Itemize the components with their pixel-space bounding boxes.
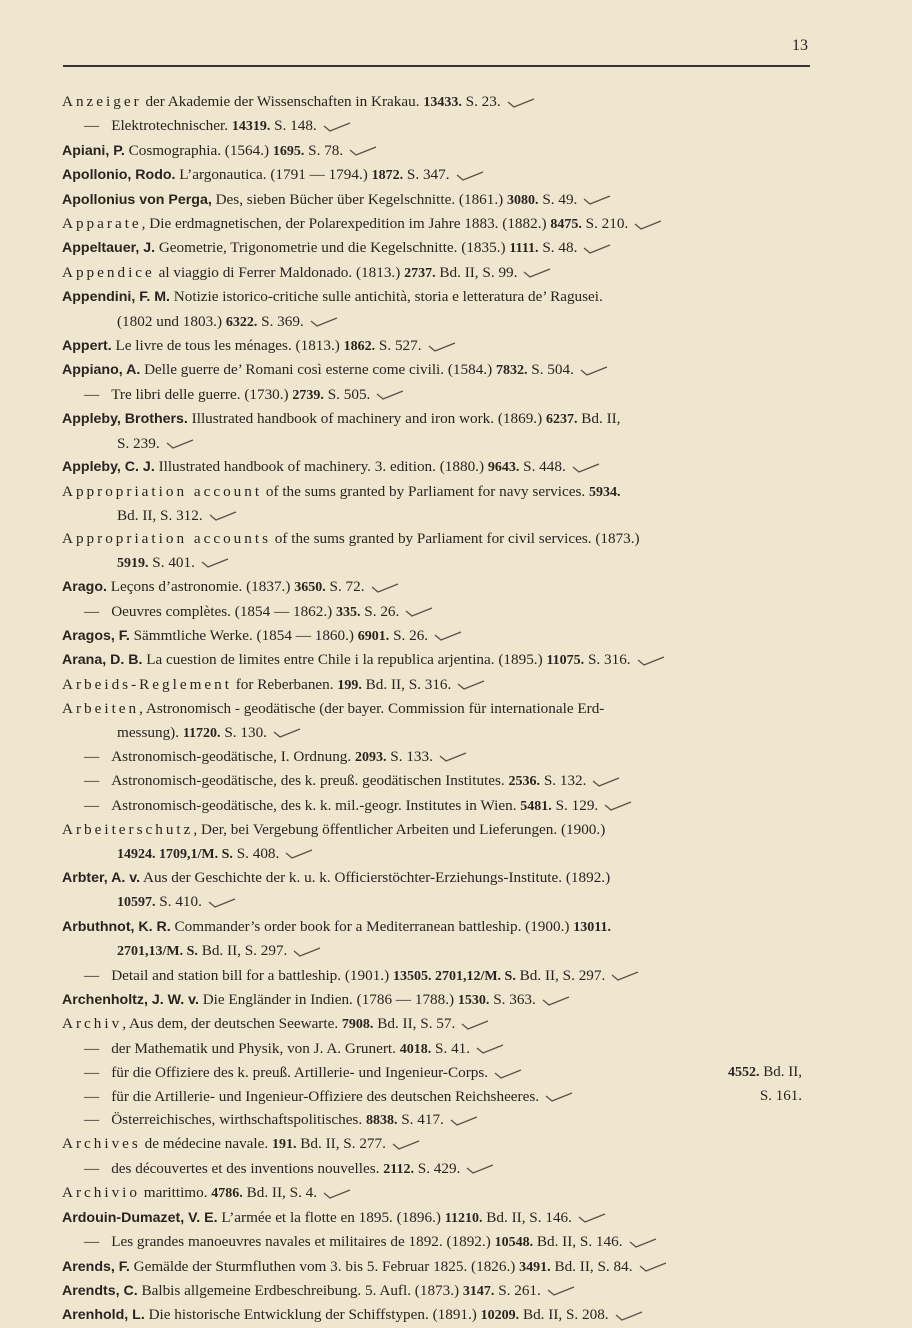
check-mark-icon [450,1116,478,1126]
entry-number: 8475. [550,217,582,233]
entry-reference: S. 26. [389,626,429,644]
entry-number: 13433. [423,95,462,110]
entry-text: Astronomisch-geodätische, I. Ordnung. [111,747,355,765]
entry-number: 199. [337,677,362,693]
entry-heading: Arana, D. B. [62,652,143,669]
entry-number: 11075. [546,653,585,669]
entry-heading: Appleby, C. J. [62,459,155,476]
entry-text: La cuestion de limites entre Chile i la republica arjentina. (1895.) [142,651,547,669]
entry-continuation [62,551,822,575]
entry-reference: S. 130. [220,723,267,741]
index-entry [62,1303,822,1327]
entry-number: 1872. [371,168,404,184]
check-mark-icon [583,195,611,205]
entry-reference: S. 129. [551,796,599,814]
entry-heading: Ardouin-Dumazet, V. E. [62,1209,218,1226]
check-mark-icon [293,947,321,957]
entry-number: 13505. 2701,12/M. S. [392,968,516,984]
entry-reference: S. 448. [519,458,566,476]
check-mark-icon [580,366,608,376]
entry-continuation [62,939,822,963]
entry-number: 10548. [494,1235,534,1251]
check-mark-icon [371,583,399,593]
entry-reference: S. 49. [538,190,578,208]
entry-number: 5481. [520,798,552,814]
entry-reference: S. 369. [257,312,304,330]
entry-keyword: Archives [62,1135,141,1153]
entry-number: 3080. [507,192,539,208]
check-mark-icon [615,1311,643,1321]
entry-reference: Bd. II, S. 316. [361,675,452,693]
entry-continuation [62,310,822,334]
check-mark-icon [572,463,600,473]
entry-number: 2739. [292,387,324,403]
ditto-dash: — [84,747,100,765]
entry-text: für die Offiziere des k. preuß. Artillerie- und Ingenieur-Corps. [111,1064,489,1082]
entry-reference: S. 410. [155,893,202,911]
entry-text: Sämmtliche Werke. (1854 — 1860.) [129,626,358,644]
check-mark-icon [209,511,237,521]
entry-text: of the sums granted by Parliament for navy services. [262,482,589,500]
index-entry [62,866,822,915]
entry-number: 6901. [357,628,390,644]
check-mark-icon [323,1189,351,1199]
entry-text: für die Artillerie- und Ingenieur-Offiziere des deutschen Reichsheeres. [111,1087,540,1105]
entry-text: Oeuvres complètes. (1854 — 1862.) [111,602,336,620]
index-entry [62,455,822,479]
check-mark-icon [611,971,639,981]
entry-number: 14319. [231,119,271,135]
entry-number: 335. [336,604,361,620]
index-entry [62,697,822,745]
check-mark-icon [629,1238,657,1248]
entry-reference: Bd. II, S. 277. [296,1135,386,1153]
index-entry [62,1181,822,1205]
entry-reference: S. 133. [386,747,433,765]
check-mark-icon [456,171,484,181]
entry-keyword: Apparate [62,215,142,233]
entry-number: 1530. [457,993,490,1009]
entry-text: messung). [117,723,183,741]
index-entry [62,1255,822,1279]
index-entry [62,769,822,793]
entry-number: 8838. [365,1113,398,1129]
index-entry [62,988,822,1012]
entry-reference: S. 132. [540,772,587,790]
index-entry [62,236,822,260]
entry-text: L’armée et la flotte en 1895. (1896.) [217,1208,445,1226]
entry-number: 2112. [383,1161,414,1177]
entry-keyword: Anzeiger [62,93,142,110]
index-entry [62,261,822,285]
ditto-dash: — [84,772,100,790]
check-mark-icon [201,558,229,568]
page-number: 13 [792,37,808,54]
index-entry [62,114,822,138]
entry-reference: Bd. II, S. 4. [242,1184,318,1202]
entry-number: 2701,13/M. S. [117,944,198,960]
index-entry [62,794,822,818]
entry-text: , Die erdmagnetischen, der Polarexpedition im Jahre 1883. (1882.) [141,215,551,233]
index-entry [62,1108,822,1132]
entry-reference: S. 26. [360,602,400,620]
entry-number: 11210. [444,1210,483,1226]
entry-continuation [62,842,822,866]
index-entry [62,673,822,697]
check-mark-icon [545,1092,573,1102]
entry-reference: S. 148. [270,117,317,135]
index-entry [62,285,822,334]
check-mark-icon [592,777,620,787]
index-entry [62,163,822,187]
entry-reference: S. 505. [323,385,371,403]
entry-keyword: Arbeiten [62,700,140,718]
entry-text: (1802 und 1803.) [117,312,226,330]
check-mark-icon [583,244,611,254]
check-mark-icon [494,1069,522,1079]
index-entry [62,818,822,866]
entry-reference: S. 48. [538,239,578,257]
entry-heading: Archenholtz, J. W. v. [62,992,199,1009]
check-mark-icon [457,680,485,690]
check-mark-icon [439,752,467,762]
entry-reference: S. 363. [489,991,536,1009]
index-entry [62,964,822,988]
entry-number: 3650. [294,580,326,596]
entry-text: for Reberbanen. [231,675,338,693]
check-mark-icon [273,728,301,738]
entry-text: , Astronomisch - geodätische (der bayer. Commission für internationale Erd- [139,700,605,718]
entry-number: 4552. [728,1065,760,1081]
entry-reference: Bd. II, S. 208. [519,1306,609,1324]
entry-text: Bd. II, S. 312. [117,506,203,524]
entry-text: der Akademie der Wissenschaften in Krakau. [141,93,424,110]
entry-heading: Arends, F. [62,1258,130,1275]
ditto-dash: — [84,796,100,814]
check-mark-icon [639,1262,667,1272]
check-mark-icon [285,849,313,859]
index-entry [62,1157,822,1181]
entry-text: Balbis allgemeine Erdbeschreibung. 5. Aufl. (1873.) [137,1281,463,1299]
entry-text: Detail and station bill for a battleship. (1901.) [111,966,393,984]
ditto-dash: — [84,966,100,984]
index-entry [62,600,822,624]
entry-text: , Der, bei Vergebung öffentlicher Arbeiten und Lieferungen. (1900.) [193,821,606,839]
entry-continuation [62,504,822,527]
entry-reference: Bd. II, S. 99. [435,263,518,281]
check-mark-icon [604,801,632,811]
entry-reference: Bd. II, [577,410,621,428]
index-entry [62,1206,822,1230]
entry-number: 6322. [225,314,258,330]
check-mark-icon [349,146,377,156]
entry-number: 5919. [117,555,149,571]
entry-keyword: Arbeiterschutz [62,821,194,839]
index-entry [62,1037,822,1061]
entry-text: de médecine navale. [140,1135,272,1153]
check-mark-icon [405,607,433,617]
index-entry [62,1085,822,1108]
entry-heading: Apollonius von Perga, [62,191,212,208]
header-rule [63,65,810,67]
entry-keyword: Appropriation account [62,482,263,500]
index-entry [62,1132,822,1156]
ditto-dash: — [84,1233,100,1251]
entry-text: Des, sieben Bücher über Kegelschnitte. (1861.) [211,190,508,208]
entry-number: 191. [271,1137,297,1153]
entry-text: Les grandes manoeuvres navales et militaires de 1892. (1892.) [111,1233,495,1251]
entry-number: 14924. 1709,1/M. S. [117,846,233,862]
entry-text: Leçons d’astronomie. (1837.) [106,578,295,596]
entry-heading: Arbuthnot, K. R. [62,918,171,935]
ditto-dash: — [84,1039,100,1057]
index-entry [62,383,822,407]
index-entry [62,188,822,212]
index-entry [62,1230,822,1254]
index-entry [62,1012,822,1036]
index-entry [62,139,822,163]
check-mark-icon [208,898,236,908]
entry-number: 3147. [462,1283,495,1299]
check-mark-icon [578,1213,606,1223]
entry-reference: S. 161. [759,1087,802,1104]
entry-text: Cosmographia. (1564.) [124,141,273,159]
ditto-dash: — [84,1111,100,1129]
ditto-dash: — [84,1064,100,1082]
entry-heading: Apiani, P. [62,142,125,159]
entry-reference: S. 504. [527,361,574,379]
entry-reference: S. 210. [581,215,629,233]
entry-heading: Appert. [62,338,112,355]
entry-text: marittimo. [140,1184,212,1202]
entry-text: Illustrated handbook of machinery and iron work. (1869.) [187,410,546,428]
entry-reference: S. 23. [461,93,501,110]
entry-continuation [62,432,822,455]
entry-keyword: Archiv [62,1015,123,1033]
entry-number: 1111. [509,241,539,257]
entry-reference: S. 417. [397,1111,444,1129]
entry-reference: S. 72. [325,578,365,596]
entry-reference: Bd. II, S. 146. [482,1208,572,1226]
entry-keyword: Archivio [62,1184,140,1202]
entry-text: Die historische Entwicklung der Schiffstypen. (1891.) [144,1306,481,1324]
check-mark-icon [507,98,535,108]
index-entry [62,480,822,528]
entry-heading: Arenhold, L. [62,1307,145,1324]
entry-keyword: Appropriation accounts [62,530,271,548]
entry-heading: Arbter, A. v. [62,870,141,886]
index-entry [62,334,822,358]
entry-number: 1695. [272,143,305,159]
entry-text: Elektrotechnischer. [111,117,232,135]
entry-heading: Arago. [62,579,107,596]
entry-text: Gemälde der Sturmfluthen vom 3. bis 5. Februar 1825. (1826.) [129,1257,520,1275]
entry-reference: Bd. II, S. 297. [197,942,288,960]
entry-text: L’argonautica. (1791 — 1794.) [175,166,372,184]
index-entry [62,915,822,964]
ditto-dash: — [84,117,100,135]
entry-text: Aus der Geschichte der k. u. k. Officierstöchter-Erziehungs-Institute. (1892.) [140,869,611,886]
entry-number: 2737. [404,265,436,281]
entry-text: des découvertes et des inventions nouvelles. [111,1159,384,1177]
entry-reference: Bd. II, S. 146. [533,1233,623,1251]
entry-heading: Aragos, F. [62,627,130,644]
index-entry [62,212,822,236]
ditto-dash: — [84,385,100,403]
entry-text: der Mathematik und Physik, von J. A. Grunert. [111,1039,400,1057]
index-entries [62,90,822,1328]
entry-number: 9643. [487,460,520,476]
entry-reference: Bd. II, [759,1064,802,1081]
entry-text: Notizie istorico-critiche sulle antichità, storia e letteratura de’ Ragusei. [169,288,603,306]
entry-reference: S. 527. [375,337,422,355]
entry-continuation [62,890,822,914]
entry-text: S. 239. [117,434,160,452]
entry-continuation [62,721,822,745]
entry-keyword: Appendice [62,263,155,281]
index-entry [62,624,822,648]
entry-text: Astronomisch-geodätische, des k. k. mil.-geogr. Institutes in Wien. [111,796,521,814]
check-mark-icon [547,1286,575,1296]
entry-number: 10597. [117,895,156,911]
entry-reference: S. 401. [148,553,195,571]
entry-heading: Appeltauer, J. [62,240,156,257]
index-entry [62,575,822,599]
entry-reference: S. 429. [413,1159,461,1177]
entry-reference: S. 408. [232,844,280,862]
entry-text: of the sums granted by Parliament for civil services. (1873.) [270,530,640,548]
entry-reference: Bd. II, S. 84. [550,1257,633,1275]
entry-number: 13011. [573,919,611,935]
check-mark-icon [434,631,462,641]
entry-text: Astronomisch-geodätische, des k. preuß. geodätischen Institutes. [111,772,509,790]
entry-reference: Bd. II, S. 297. [515,966,606,984]
entry-text: Illustrated handbook of machinery. 3. edition. (1880.) [154,458,488,476]
entry-text: al viaggio di Ferrer Maldonado. (1813.) [154,263,405,281]
check-mark-icon [466,1164,494,1174]
entry-number: 10209. [480,1308,520,1324]
entry-heading: Appiano, A. [62,362,141,379]
entry-text: Österreichisches, wirthschaftspolitisches. [111,1111,366,1129]
entry-number: 7908. [341,1017,374,1033]
entry-number: 7832. [495,363,528,379]
index-entry [62,90,822,114]
entry-keyword: Arbeids-Reglement [62,675,232,693]
entry-heading: Apollonio, Rodo. [62,167,176,184]
entry-number: 1862. [343,339,376,355]
entry-text: , Aus dem, der deutschen Seewarte. [122,1015,342,1033]
entry-reference: S. 78. [304,141,344,159]
entry-reference: S. 347. [403,166,450,184]
check-mark-icon [166,439,194,449]
index-entry [62,527,822,575]
entry-heading: Appleby, Brothers. [62,411,188,428]
entry-reference: S. 41. [431,1039,471,1057]
check-mark-icon [634,220,662,230]
entry-reference: S. 261. [494,1281,541,1299]
index-entry [62,648,822,672]
entry-heading: Appendini, F. M. [62,289,170,306]
check-mark-icon [310,317,338,327]
entry-text: Le livre de tous les ménages. (1813.) [111,337,344,355]
entry-text: Commander’s order book for a Mediterranean battleship. (1900.) [170,917,574,935]
entry-reference: S. 316. [584,651,631,669]
index-entry [62,407,822,455]
check-mark-icon [542,996,570,1006]
ditto-dash: — [84,1159,100,1177]
entry-number: 4018. [399,1041,432,1057]
entry-number: 11720. [182,725,221,741]
entry-number: 2536. [508,774,541,790]
entry-heading: Arendts, C. [62,1282,138,1299]
entry-number: 5934. [588,484,621,500]
check-mark-icon [428,342,456,352]
entry-reference: Bd. II, S. 57. [373,1015,456,1033]
check-mark-icon [637,656,665,666]
entry-number: 3491. [519,1259,551,1275]
entry-text: Delle guerre de’ Romani così esterne come civili. (1584.) [140,361,496,379]
entry-text: Geometrie, Trigonometrie und die Kegelschnitte. (1835.) [155,239,510,257]
entry-text: Die Engländer in Indien. (1786 — 1788.) [198,991,458,1009]
entry-number: 2093. [354,749,387,765]
check-mark-icon [523,268,551,278]
index-entry [62,1279,822,1303]
check-mark-icon [323,122,351,132]
check-mark-icon [461,1020,489,1030]
check-mark-icon [392,1140,420,1150]
entry-number: 4786. [211,1186,243,1202]
entry-text: Tre libri delle guerre. (1730.) [111,385,293,403]
ditto-dash: — [84,602,100,620]
index-entry [62,745,822,769]
check-mark-icon [376,390,404,400]
check-mark-icon [476,1044,504,1054]
ditto-dash: — [84,1087,100,1105]
entry-number: 6237. [545,412,578,428]
index-entry [62,358,822,382]
